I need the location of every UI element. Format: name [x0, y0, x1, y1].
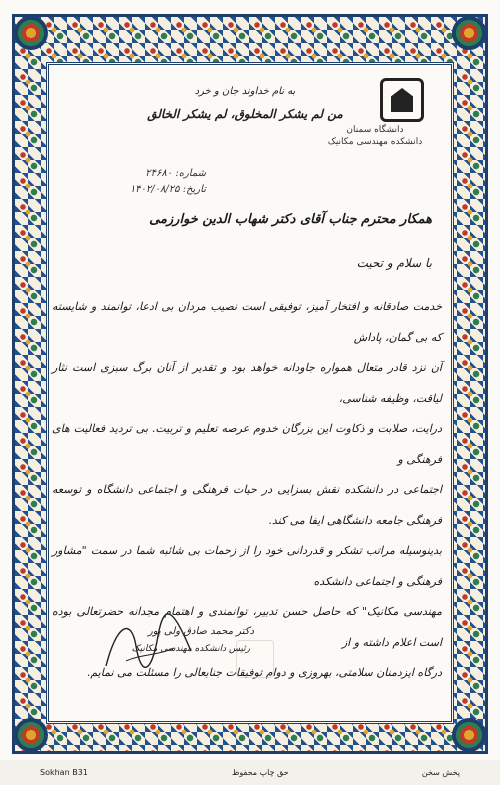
body-line: اجتماعی در دانشکده نقش بسزایی در حیات فرهنگی و اجتماعی دانشگاه و توسعه فرهنگی جامعه دانشگاهی ایفا می کند. — [52, 483, 442, 527]
footer-publisher: پخش سخن — [421, 768, 460, 777]
university-name — [320, 124, 430, 148]
body-line: بدینوسیله مراتب تشکر و قدردانی خود را از زحمات بی شائبه شما در سمت "مشاور فرهنگی و اجتماعی دانشکده — [52, 544, 442, 588]
body-line: درایت، صلابت و ذکاوت این بزرگان خدوم عرصه تعلیم و تربیت. بی تردید فعالیت های فرهنگی و — [52, 422, 442, 466]
letter-meta — [86, 166, 206, 198]
logo-emblem-icon — [391, 88, 413, 112]
footer-code: Sokhan B31 — [40, 768, 88, 777]
corner-ornament — [452, 16, 486, 50]
corner-ornament — [14, 718, 48, 752]
body-line: خدمت صادقانه و افتخار آمیز، توفیقی است نصیب مردان بی ادعا، توانمند و شایسته که بی گمان، پاداش — [52, 300, 442, 344]
print-footer — [0, 762, 500, 785]
footer-copyright: حق چاپ محفوظ — [232, 768, 289, 777]
body-line: مهندسی مکانیک" که حاصل حسن تدبیر، توانمندی و اهتمام مجدانه حضرتعالی بوده است اعلام داشته و از — [52, 605, 442, 649]
letter-number — [86, 166, 206, 182]
corner-ornament — [452, 718, 486, 752]
date-value: ۱۴۰۲/۰۸/۲۵ — [129, 184, 180, 195]
number-value: ۲۴۶۸۰ — [145, 168, 173, 179]
corner-ornament — [14, 16, 48, 50]
greeting-line: با سلام و تحیت — [356, 256, 432, 270]
invocation-line2: من لم یشکر المخلوق، لم یشکر الخالق — [147, 107, 343, 121]
body-line: آن نزد قادر متعال همواره جاودانه خواهد بود و تقدیر از آنان برگ سبزی است نثار لیاقت، وظیفه شناسی، — [52, 361, 442, 405]
signatory-name: دکتر محمد صادق ولی پور — [147, 626, 254, 637]
invocation-line1: به نام خداوند جان و خرد — [194, 86, 296, 97]
university-logo — [380, 78, 424, 122]
date-label: تاریخ: — [182, 184, 206, 195]
number-label: شماره: — [175, 168, 206, 179]
recipient-line: همکار محترم جناب آقای دکتر شهاب الدین خوارزمی — [149, 212, 432, 227]
letter-date — [86, 182, 206, 198]
invocation — [130, 86, 360, 121]
body-line: درگاه ایزدمنان سلامتی، بهروزی و دوام توفیقات جنابعالی را مسئلت می نمایم. — [86, 666, 442, 679]
signatory-title: رئیس دانشکده مهندسی مکانیک — [131, 644, 250, 654]
university-line2: دانشکده مهندسی مکانیک — [327, 137, 423, 147]
university-line1: دانشگاه سمنان — [346, 125, 404, 135]
